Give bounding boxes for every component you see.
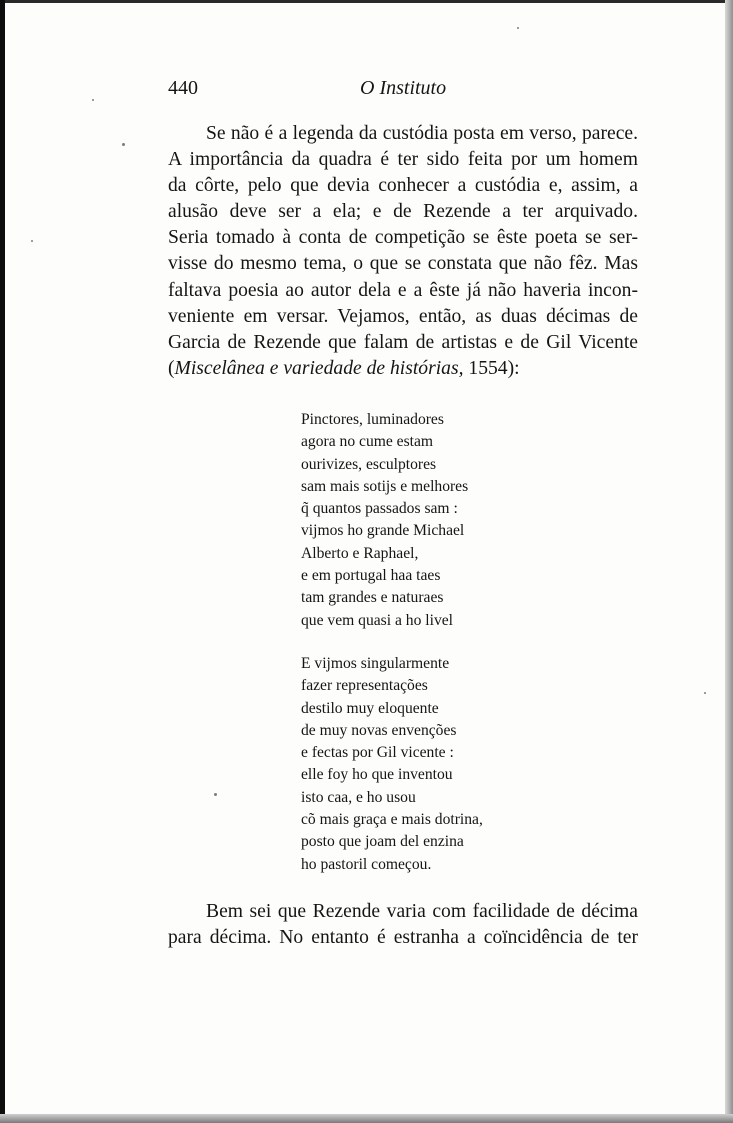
verse-line: agora no cume estam — [301, 433, 434, 451]
verse-line: de muy novas envenções — [301, 721, 457, 739]
verse-line: destilo muy eloquente — [301, 699, 439, 717]
text-line: alusão deve ser a ela; e de Rezende a ter arquivado. — [168, 201, 638, 223]
verse-line: fazer representações — [301, 677, 428, 695]
paragraph-2 — [168, 899, 638, 951]
text-line: da côrte, pelo que devia conhecer a custódia e, assim, a — [168, 175, 638, 197]
verse-line: q̃ quantos passados sam : — [301, 500, 458, 518]
poem-stanza-2 — [301, 653, 541, 876]
verse-line: que vem quasi a ho livel — [301, 611, 454, 629]
verse-line: e fectas por Gil vicente : — [301, 744, 454, 762]
verse-line: Pinctores, luminadores — [301, 411, 444, 428]
text-line: faltava poesia ao autor dela e a êste já não haveria incon- — [168, 279, 638, 301]
citation-title: Miscelânea e variedade de histórias, — [174, 357, 464, 379]
verse-line: tam grandes e naturaes — [301, 589, 444, 607]
verse-line: cõ mais graça e mais dotrina, — [301, 811, 483, 829]
citation-year: 1554 — [468, 357, 508, 379]
text-line: visse do mesmo tema, o que se constata que não fêz. Mas — [168, 253, 638, 275]
verse-line: e em portugal haa taes — [301, 567, 441, 585]
scan-border-right — [725, 0, 733, 1123]
text-line: para décima. No entanto é estranha a coïncidência de ter — [168, 927, 638, 949]
scan-border-top — [0, 0, 733, 3]
text-line: veniente em versar. Vejamos, então, as duas décimas de — [168, 305, 638, 327]
text-line: Bem sei que Rezende varia com facilidade de décima — [206, 901, 638, 922]
scan-border-bottom — [0, 1114, 733, 1123]
verse-line: isto caa, e ho usou — [301, 788, 416, 806]
text-line: Garcia de Rezende que falam de artistas e de Gil Vicente — [168, 331, 638, 353]
verse-line: posto que joam del enzina — [301, 833, 464, 851]
verse-line: elle foy ho que inventou — [301, 766, 453, 784]
paragraph-1 — [168, 121, 638, 382]
verse-line: ourivizes, esculptores — [301, 455, 437, 473]
verse-line: vijmos ho grande Michael — [301, 522, 465, 540]
verse-line: E vijmos singularmente — [301, 655, 450, 672]
text-line: A importância da quadra é ter sido feita por um homem — [168, 149, 638, 171]
citation-close: ): — [507, 357, 520, 379]
text-line: Seria tomado à conta de competição se êste poeta se ser- — [168, 227, 638, 249]
verse-line: ho pastoril começou. — [301, 855, 432, 873]
citation-line — [168, 356, 638, 382]
scan-border-left — [0, 0, 5, 1123]
poem-stanza-1 — [301, 409, 541, 632]
page-header — [168, 77, 638, 107]
verse-line: sam mais sotijs e melhores — [301, 477, 469, 495]
verse-line: Alberto e Raphael, — [301, 544, 419, 562]
text-line: Se não é a legenda da custódia posta em verso, parece. — [206, 123, 638, 144]
citation-open: ( — [168, 357, 175, 379]
page-number: 440 — [168, 77, 198, 99]
running-title: O Instituto — [360, 77, 447, 99]
